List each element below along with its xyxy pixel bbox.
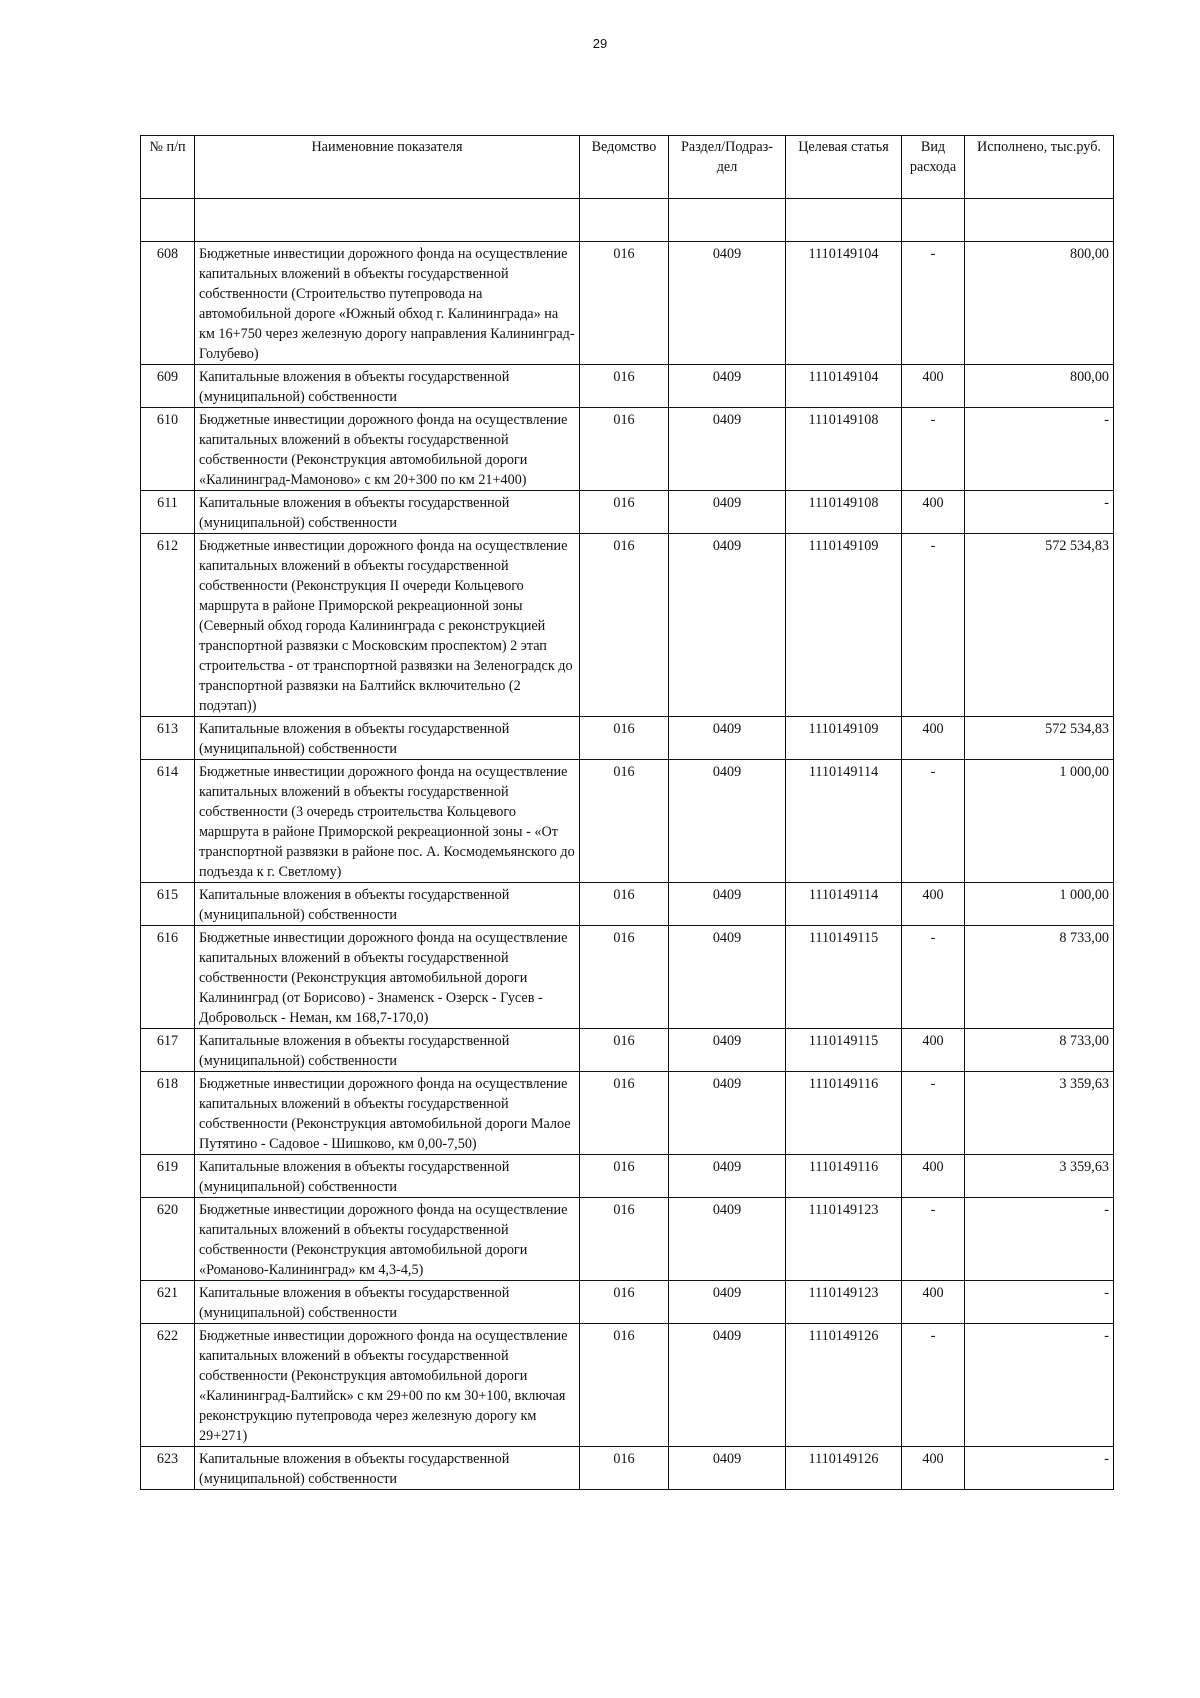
spacer-cell <box>786 199 902 242</box>
header-spacer-row <box>141 199 1114 242</box>
spacer-cell <box>580 199 669 242</box>
row-department: 016 <box>580 1281 669 1324</box>
table-row <box>141 534 1114 717</box>
table-row <box>141 1324 1114 1447</box>
row-indicator-name: Бюджетные инвестиции дорожного фонда на осуществление капитальных вложений в объекты государственной собственности (Реконструкция II очереди Кольцевого маршрута в районе Приморской рекреационной зоны (Северный обход города Калининграда с реконструкцией транспортной развязки с Московским проспектом) 2 этап строительства - от транспортной развязки на Зеленоградск до транспортной развязки на Балтийск включительно (2 подэтап)) <box>195 534 580 717</box>
table-row <box>141 760 1114 883</box>
header-expense-type: Вид расхода <box>902 136 965 199</box>
row-section: 0409 <box>669 926 786 1029</box>
row-expense-type: - <box>902 760 965 883</box>
row-expense-type: 400 <box>902 491 965 534</box>
row-executed-amount: - <box>965 1281 1114 1324</box>
table-row <box>141 1198 1114 1281</box>
row-department: 016 <box>580 1198 669 1281</box>
row-number: 608 <box>141 242 195 365</box>
row-number: 614 <box>141 760 195 883</box>
header-executed-amount: Исполнено, тыс.руб. <box>965 136 1114 199</box>
row-indicator-name: Бюджетные инвестиции дорожного фонда на осуществление капитальных вложений в объекты государственной собственности (Реконструкция автомобильной дороги Калининград (от Борисово) - Знаменск - Озерск - Гусев - Добровольск - Неман, км 168,7-170,0) <box>195 926 580 1029</box>
row-expense-type: 400 <box>902 1281 965 1324</box>
row-expense-type: - <box>902 1198 965 1281</box>
row-indicator-name: Капитальные вложения в объекты государственной (муниципальной) собственности <box>195 365 580 408</box>
row-expense-type: - <box>902 1072 965 1155</box>
row-department: 016 <box>580 534 669 717</box>
row-executed-amount: 8 733,00 <box>965 1029 1114 1072</box>
row-department: 016 <box>580 926 669 1029</box>
row-number: 615 <box>141 883 195 926</box>
row-executed-amount: - <box>965 1324 1114 1447</box>
budget-table <box>140 135 1114 1490</box>
table-row <box>141 1447 1114 1490</box>
row-number: 621 <box>141 1281 195 1324</box>
header-indicator-name: Наименовние показателя <box>195 136 580 199</box>
row-indicator-name: Капитальные вложения в объекты государственной (муниципальной) собственности <box>195 883 580 926</box>
row-executed-amount: - <box>965 491 1114 534</box>
row-number: 612 <box>141 534 195 717</box>
row-indicator-name: Капитальные вложения в объекты государственной (муниципальной) собственности <box>195 491 580 534</box>
row-section: 0409 <box>669 534 786 717</box>
row-target-article: 1110149123 <box>786 1281 902 1324</box>
row-number: 620 <box>141 1198 195 1281</box>
row-number: 623 <box>141 1447 195 1490</box>
row-target-article: 1110149109 <box>786 717 902 760</box>
row-expense-type: - <box>902 242 965 365</box>
row-number: 613 <box>141 717 195 760</box>
spacer-cell <box>902 199 965 242</box>
row-indicator-name: Бюджетные инвестиции дорожного фонда на осуществление капитальных вложений в объекты государственной собственности (Реконструкция автомобильной дороги «Романово-Калининград» км 4,3-4,5) <box>195 1198 580 1281</box>
row-department: 016 <box>580 1155 669 1198</box>
row-executed-amount: 1 000,00 <box>965 760 1114 883</box>
row-number: 622 <box>141 1324 195 1447</box>
row-section: 0409 <box>669 408 786 491</box>
row-department: 016 <box>580 491 669 534</box>
row-indicator-name: Бюджетные инвестиции дорожного фонда на осуществление капитальных вложений в объекты государственной собственности (3 очередь строительства Кольцевого маршрута в районе Приморской рекреационной зоны - «От транспортной развязки в районе пос. А. Космодемьянского до подъезда к г. Светлому) <box>195 760 580 883</box>
row-section: 0409 <box>669 1198 786 1281</box>
row-number: 611 <box>141 491 195 534</box>
row-section: 0409 <box>669 883 786 926</box>
row-indicator-name: Бюджетные инвестиции дорожного фонда на осуществление капитальных вложений в объекты государственной собственности (Реконструкция автомобильной дороги «Калининград-Мамоново» с км 20+300 по км 21+400) <box>195 408 580 491</box>
row-section: 0409 <box>669 1281 786 1324</box>
row-section: 0409 <box>669 1324 786 1447</box>
row-department: 016 <box>580 1029 669 1072</box>
row-executed-amount: - <box>965 1447 1114 1490</box>
row-expense-type: 400 <box>902 1029 965 1072</box>
row-target-article: 1110149114 <box>786 760 902 883</box>
row-department: 016 <box>580 717 669 760</box>
table-row <box>141 365 1114 408</box>
spacer-cell <box>195 199 580 242</box>
row-department: 016 <box>580 408 669 491</box>
row-executed-amount: - <box>965 1198 1114 1281</box>
page-number: 29 <box>592 36 608 51</box>
row-target-article: 1110149115 <box>786 926 902 1029</box>
row-section: 0409 <box>669 365 786 408</box>
table-row <box>141 1281 1114 1324</box>
row-target-article: 1110149108 <box>786 408 902 491</box>
row-executed-amount: 572 534,83 <box>965 534 1114 717</box>
row-target-article: 1110149108 <box>786 491 902 534</box>
row-executed-amount: 1 000,00 <box>965 883 1114 926</box>
row-number: 617 <box>141 1029 195 1072</box>
header-department: Ведомство <box>580 136 669 199</box>
row-expense-type: 400 <box>902 1447 965 1490</box>
row-executed-amount: 3 359,63 <box>965 1072 1114 1155</box>
row-target-article: 1110149109 <box>786 534 902 717</box>
row-expense-type: - <box>902 926 965 1029</box>
row-section: 0409 <box>669 760 786 883</box>
row-executed-amount: 800,00 <box>965 365 1114 408</box>
table-row <box>141 491 1114 534</box>
row-target-article: 1110149126 <box>786 1324 902 1447</box>
row-section: 0409 <box>669 1155 786 1198</box>
row-expense-type: 400 <box>902 717 965 760</box>
table-row <box>141 1155 1114 1198</box>
row-department: 016 <box>580 1072 669 1155</box>
row-number: 616 <box>141 926 195 1029</box>
row-indicator-name: Капитальные вложения в объекты государственной (муниципальной) собственности <box>195 1029 580 1072</box>
row-number: 619 <box>141 1155 195 1198</box>
row-target-article: 1110149116 <box>786 1155 902 1198</box>
row-target-article: 1110149104 <box>786 365 902 408</box>
spacer-cell <box>965 199 1114 242</box>
row-expense-type: - <box>902 534 965 717</box>
row-target-article: 1110149123 <box>786 1198 902 1281</box>
header-target-article: Целевая статья <box>786 136 902 199</box>
row-number: 618 <box>141 1072 195 1155</box>
spacer-cell <box>669 199 786 242</box>
header-section: Раздел/Подраз-дел <box>669 136 786 199</box>
table-row <box>141 408 1114 491</box>
row-indicator-name: Бюджетные инвестиции дорожного фонда на осуществление капитальных вложений в объекты государственной собственности (Реконструкция автомобильной дороги «Калининград-Балтийск» с км 29+00 по км 30+100, включая реконструкцию путепровода через железную дорогу км 29+271) <box>195 1324 580 1447</box>
row-expense-type: 400 <box>902 365 965 408</box>
row-executed-amount: - <box>965 408 1114 491</box>
row-section: 0409 <box>669 1029 786 1072</box>
row-number: 610 <box>141 408 195 491</box>
row-expense-type: - <box>902 408 965 491</box>
row-executed-amount: 572 534,83 <box>965 717 1114 760</box>
table-header <box>141 136 1114 199</box>
row-section: 0409 <box>669 491 786 534</box>
row-expense-type: - <box>902 1324 965 1447</box>
row-indicator-name: Капитальные вложения в объекты государственной (муниципальной) собственности <box>195 717 580 760</box>
row-indicator-name: Бюджетные инвестиции дорожного фонда на осуществление капитальных вложений в объекты государственной собственности (Реконструкция автомобильной дороги Малое Путятино - Садовое - Шишково, км 0,00-7,50) <box>195 1072 580 1155</box>
row-section: 0409 <box>669 1447 786 1490</box>
row-department: 016 <box>580 760 669 883</box>
row-section: 0409 <box>669 1072 786 1155</box>
row-section: 0409 <box>669 242 786 365</box>
table-row <box>141 883 1114 926</box>
row-target-article: 1110149115 <box>786 1029 902 1072</box>
spacer-cell <box>141 199 195 242</box>
table-row <box>141 926 1114 1029</box>
row-target-article: 1110149116 <box>786 1072 902 1155</box>
row-executed-amount: 800,00 <box>965 242 1114 365</box>
row-indicator-name: Капитальные вложения в объекты государственной (муниципальной) собственности <box>195 1447 580 1490</box>
row-indicator-name: Капитальные вложения в объекты государственной (муниципальной) собственности <box>195 1281 580 1324</box>
header-number: № п/п <box>141 136 195 199</box>
row-executed-amount: 3 359,63 <box>965 1155 1114 1198</box>
row-indicator-name: Бюджетные инвестиции дорожного фонда на осуществление капитальных вложений в объекты государственной собственности (Строительство путепровода на автомобильной дороге «Южный обход г. Калининграда» на км 16+750 через железную дорогу направления Калининград-Голубево) <box>195 242 580 365</box>
row-expense-type: 400 <box>902 1155 965 1198</box>
row-section: 0409 <box>669 717 786 760</box>
table-row <box>141 717 1114 760</box>
table-row <box>141 1029 1114 1072</box>
table-row <box>141 1072 1114 1155</box>
table-row <box>141 242 1114 365</box>
row-expense-type: 400 <box>902 883 965 926</box>
row-department: 016 <box>580 1447 669 1490</box>
row-department: 016 <box>580 242 669 365</box>
row-department: 016 <box>580 1324 669 1447</box>
row-executed-amount: 8 733,00 <box>965 926 1114 1029</box>
row-number: 609 <box>141 365 195 408</box>
row-indicator-name: Капитальные вложения в объекты государственной (муниципальной) собственности <box>195 1155 580 1198</box>
table-body <box>141 199 1114 1490</box>
row-target-article: 1110149114 <box>786 883 902 926</box>
row-department: 016 <box>580 365 669 408</box>
row-target-article: 1110149126 <box>786 1447 902 1490</box>
row-department: 016 <box>580 883 669 926</box>
row-target-article: 1110149104 <box>786 242 902 365</box>
